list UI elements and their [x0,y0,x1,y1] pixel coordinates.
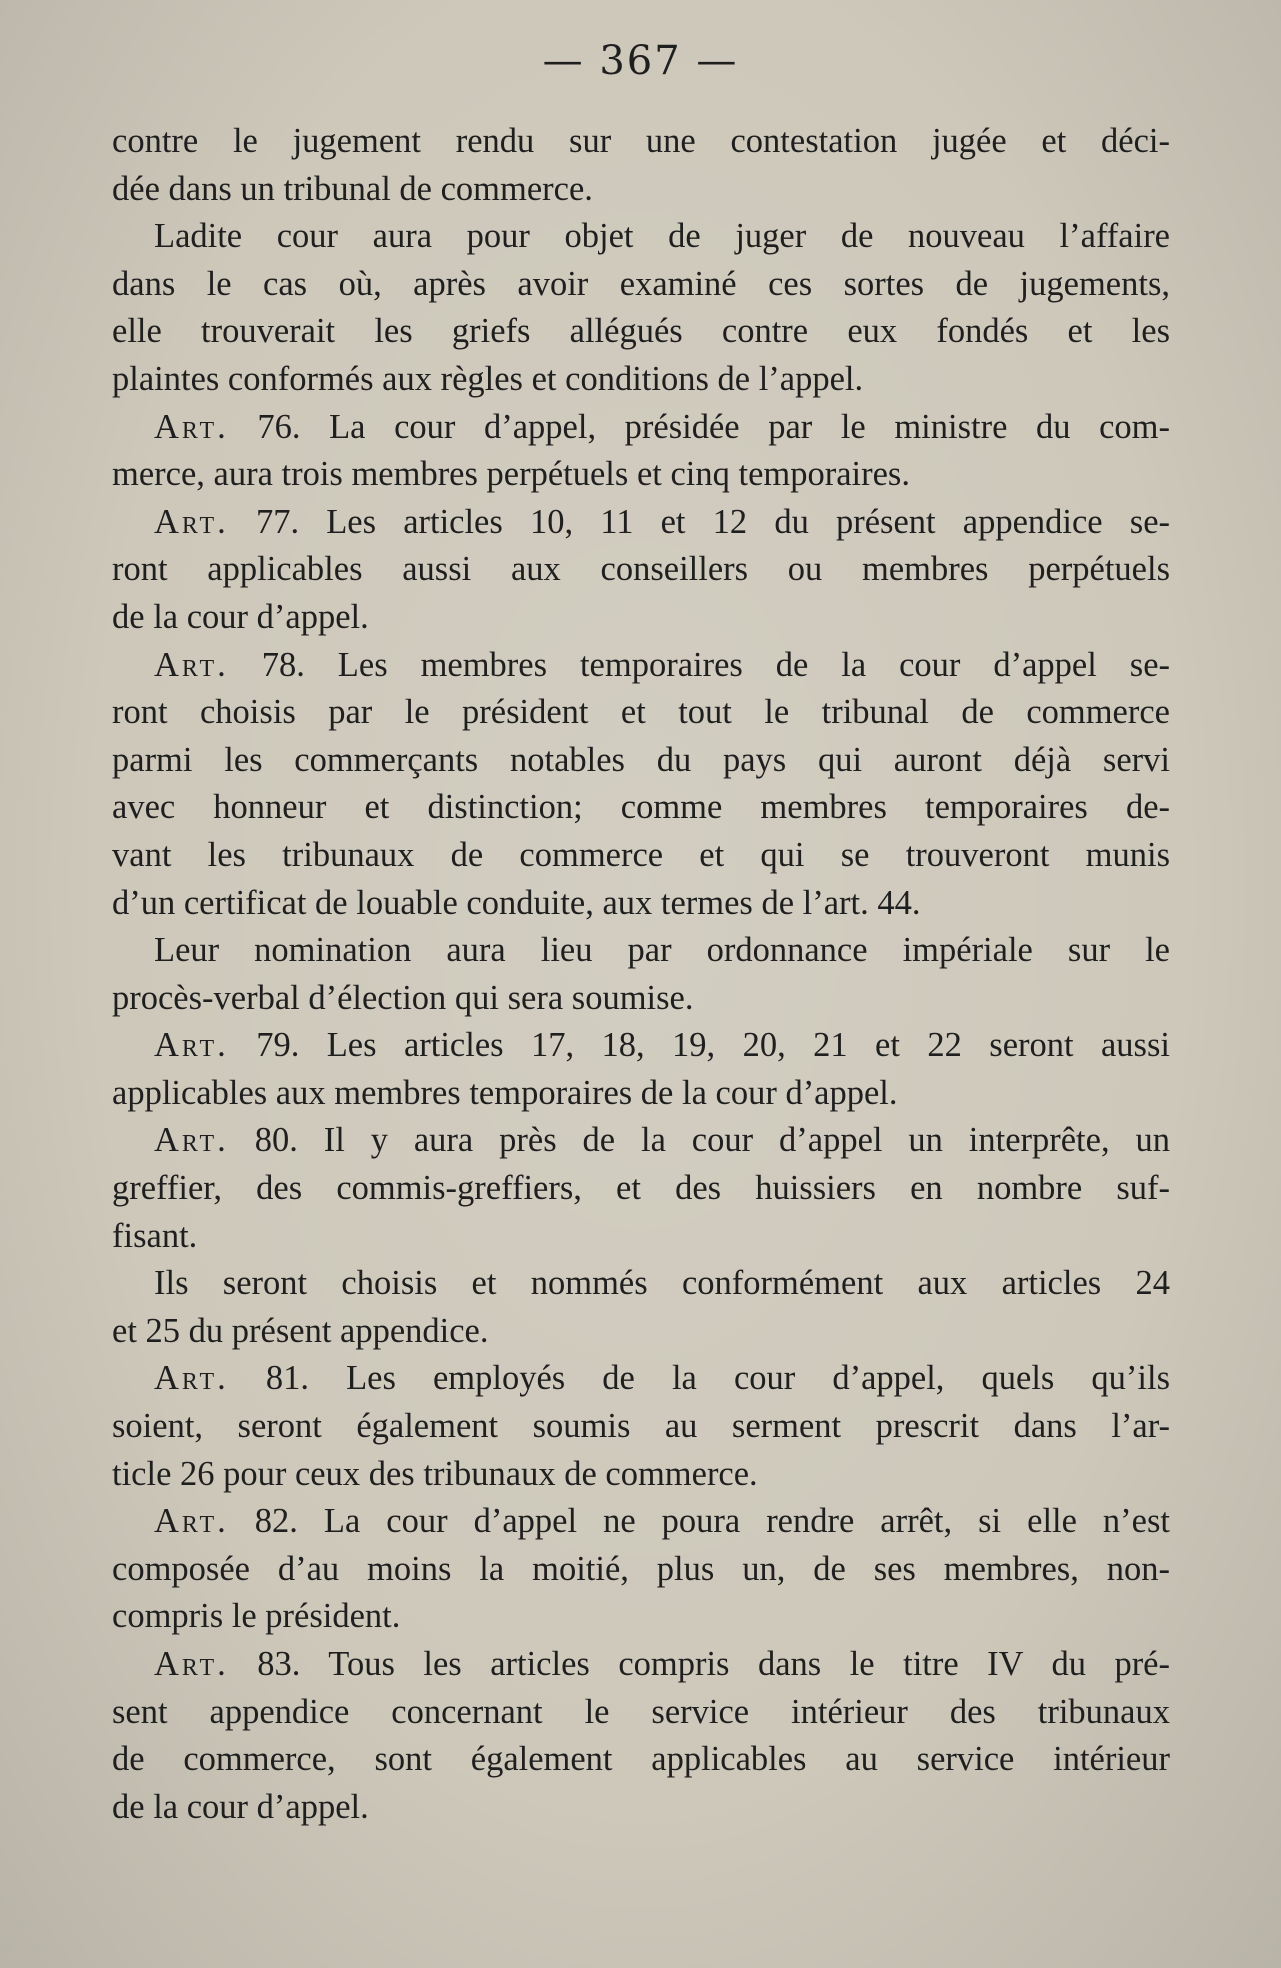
line-text: soient, seront également soumis au serment prescrit dans l’ar- [112,1407,1170,1446]
line-text: greffier, des commis-greffiers, et des huissiers en nombre suf- [112,1169,1170,1208]
line-text: de commerce, sont également applicables au service intérieur [112,1740,1170,1779]
line-text: 78. Les membres temporaires de la cour d’appel se- [228,645,1170,684]
text-line [112,1260,1170,1308]
line-text: elle trouverait les griefs allégués contre eux fondés et les [112,312,1170,351]
text-line [112,642,1170,690]
body-text [112,118,1170,1831]
text-line [112,1641,1170,1689]
line-text: composée d’au moins la moitié, plus un, de ses membres, non- [112,1549,1170,1588]
text-line [112,499,1170,547]
line-text: de la cour d’appel. [112,1787,369,1826]
line-text: sent appendice concernant le service intérieur des tribunaux [112,1692,1170,1731]
article-label: Art. [154,502,229,541]
text-line [112,1546,1170,1594]
article-label: Art. [154,1026,229,1065]
text-line [112,784,1170,832]
line-text: ront choisis par le président et tout le tribunal de commerce [112,693,1170,732]
text-line [112,1213,1170,1261]
line-text: d’un certificat de louable conduite, aux termes de l’art. 44. [112,883,921,922]
article-label: Art. [154,645,229,684]
line-text: 77. Les articles 10, 11 et 12 du présent appendice se- [228,502,1170,541]
text-line [112,594,1170,642]
text-line [112,1117,1170,1165]
text-line [112,1593,1170,1641]
text-line [112,1308,1170,1356]
text-line [112,1689,1170,1737]
text-line [112,118,1170,166]
line-text: 79. Les articles 17, 18, 19, 20, 21 et 22 seront aussi [228,1026,1170,1065]
line-text: et 25 du présent appendice. [112,1311,489,1350]
line-text: applicables aux membres temporaires de la cour d’appel. [112,1073,898,1112]
text-line [112,1165,1170,1213]
text-line [112,308,1170,356]
line-text: 81. Les employés de la cour d’appel, quels qu’ils [228,1359,1170,1398]
text-line [112,356,1170,404]
text-line [112,213,1170,261]
line-text: parmi les commerçants notables du pays qui auront déjà servi [112,740,1170,779]
article-label: Art. [154,1121,229,1160]
line-text: 80. Il y aura près de la cour d’appel un interprête, un [228,1121,1170,1160]
line-text: fisant. [112,1216,198,1255]
line-text: procès-verbal d’élection qui sera soumise. [112,978,694,1017]
line-text: avec honneur et distinction; comme membres temporaires de- [112,788,1170,827]
text-line [112,451,1170,499]
text-line [112,1022,1170,1070]
line-text: Ils seront choisis et nommés conformément aux articles 24 [154,1264,1170,1303]
text-line [112,1451,1170,1499]
line-text: plaintes conformés aux règles et conditions de l’appel. [112,359,864,398]
page-number: — 367 — [542,38,739,84]
text-line [112,737,1170,785]
text-line [112,832,1170,880]
line-text: dans le cas où, après avoir examiné ces sortes de jugements, [112,264,1170,303]
line-text: merce, aura trois membres perpétuels et cinq temporaires. [112,455,910,494]
article-label: Art. [154,1359,229,1398]
line-text: 76. La cour d’appel, présidée par le ministre du com- [228,407,1170,446]
line-text: vant les tribunaux de commerce et qui se trouveront munis [112,835,1170,874]
text-line [112,927,1170,975]
line-text: 82. La cour d’appel ne poura rendre arrêt, si elle n’est [228,1502,1170,1541]
text-line [112,880,1170,928]
article-label: Art. [154,1645,229,1683]
text-line [112,689,1170,737]
line-text: Leur nomination aura lieu par ordonnance impériale sur le [154,931,1170,970]
line-text: ticle 26 pour ceux des tribunaux de commerce. [112,1454,758,1493]
text-line [112,546,1170,594]
text-line [112,166,1170,214]
text-line [112,1784,1170,1832]
line-text: contre le jugement rendu sur une contestation jugée et déci- [112,122,1170,160]
text-line [112,261,1170,309]
line-text: dée dans un tribunal de commerce. [112,169,593,208]
text-line [112,404,1170,452]
article-label: Art. [154,1502,229,1541]
line-text: 83. Tous les articles compris dans le titre IV du pré- [228,1645,1170,1683]
text-line [112,1498,1170,1546]
text-line [112,1070,1170,1118]
line-text: Ladite cour aura pour objet de juger de nouveau l’affaire [154,217,1170,256]
text-line [112,1736,1170,1784]
article-label: Art. [154,407,229,446]
text-line [112,1355,1170,1403]
line-text: ront applicables aussi aux conseillers ou membres perpétuels [112,550,1170,589]
line-text: compris le président. [112,1597,401,1636]
text-line [112,1403,1170,1451]
line-text: de la cour d’appel. [112,597,369,636]
text-line [112,975,1170,1023]
